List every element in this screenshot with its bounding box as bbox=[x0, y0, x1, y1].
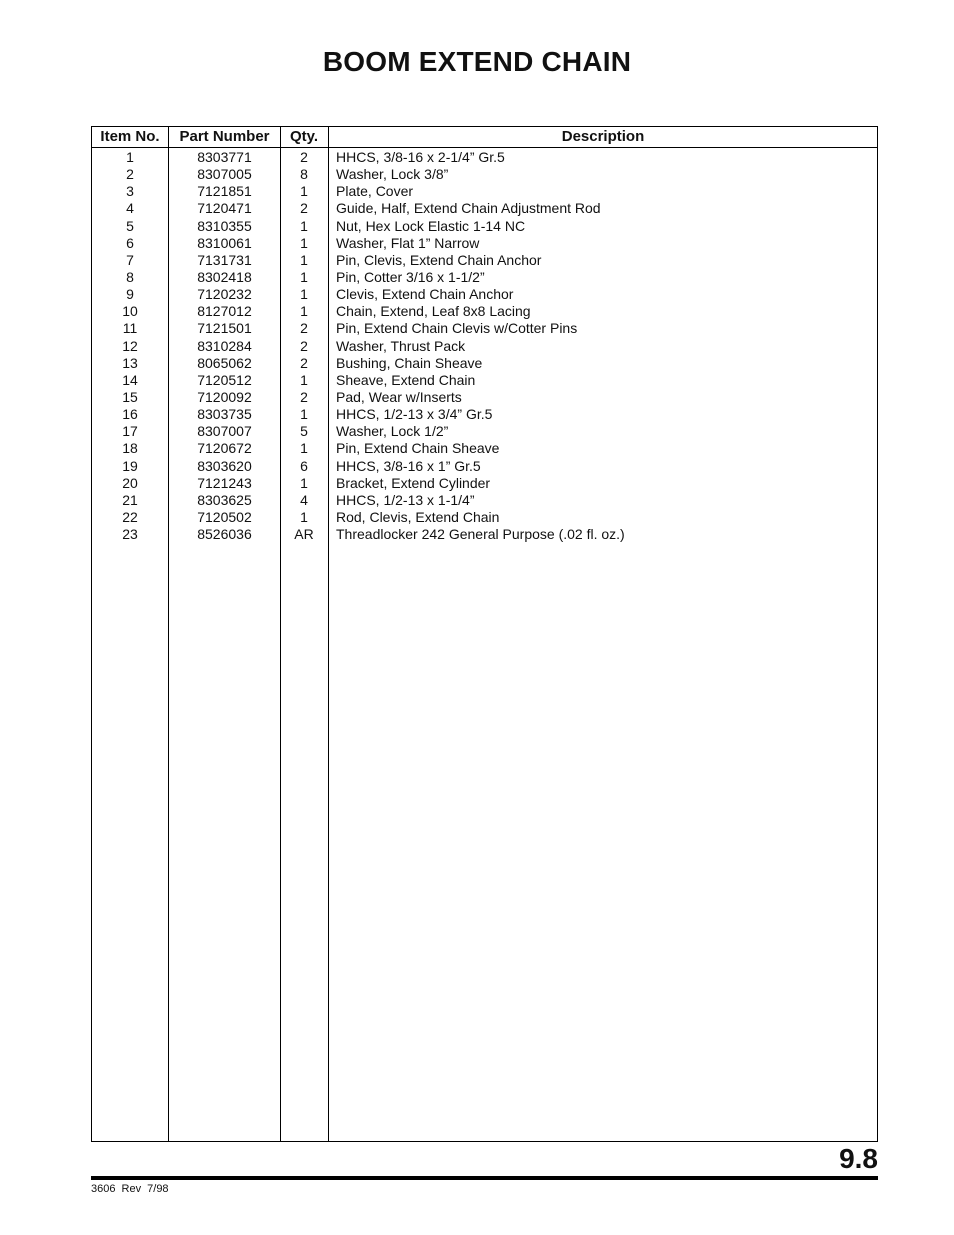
cell-description: Guide, Half, Extend Chain Adjustment Rod bbox=[336, 200, 601, 217]
cell-item-no: 19 bbox=[122, 457, 138, 474]
table-row bbox=[92, 475, 877, 492]
cell-part-number: 7121851 bbox=[197, 183, 252, 200]
cell-qty: 1 bbox=[300, 268, 308, 285]
table-row bbox=[92, 389, 877, 406]
cell-qty: 1 bbox=[300, 440, 308, 457]
cell-part-number: 8303735 bbox=[197, 406, 252, 423]
cell-item-no: 1 bbox=[126, 149, 134, 165]
header-item-no: Item No. bbox=[100, 128, 160, 145]
cell-part-number: 7120092 bbox=[197, 388, 252, 405]
table-row bbox=[92, 218, 877, 235]
cell-qty: 1 bbox=[300, 251, 308, 268]
cell-qty: 1 bbox=[300, 474, 308, 491]
cell-item-no: 23 bbox=[122, 526, 138, 543]
cell-item-no: 18 bbox=[122, 440, 138, 457]
cell-item-no: 14 bbox=[122, 371, 138, 388]
cell-description: Pad, Wear w/Inserts bbox=[336, 388, 462, 405]
cell-qty: 1 bbox=[300, 217, 308, 234]
table-row bbox=[92, 509, 877, 526]
cell-item-no: 5 bbox=[126, 217, 134, 234]
header-part-number: Part Number bbox=[179, 128, 270, 145]
cell-qty: AR bbox=[294, 526, 314, 543]
cell-qty: 8 bbox=[300, 166, 308, 183]
cell-part-number: 8307005 bbox=[197, 166, 252, 183]
cell-part-number: 7120232 bbox=[197, 286, 252, 303]
cell-part-number: 8065062 bbox=[197, 354, 252, 371]
page-title: BOOM EXTEND CHAIN bbox=[322, 46, 632, 77]
cell-qty: 2 bbox=[300, 320, 308, 337]
cell-description: Washer, Lock 1/2” bbox=[336, 423, 449, 440]
cell-item-no: 20 bbox=[122, 474, 138, 491]
cell-qty: 1 bbox=[300, 303, 308, 320]
table-row bbox=[92, 458, 877, 475]
cell-part-number: 8526036 bbox=[197, 526, 252, 543]
cell-description: Clevis, Extend Chain Anchor bbox=[336, 286, 514, 303]
cell-qty: 2 bbox=[300, 149, 308, 165]
cell-qty: 1 bbox=[300, 286, 308, 303]
table-row bbox=[92, 183, 877, 200]
cell-part-number: 8127012 bbox=[197, 303, 252, 320]
cell-part-number: 8307007 bbox=[197, 423, 252, 440]
cell-description: Bracket, Extend Cylinder bbox=[336, 474, 491, 491]
parts-table bbox=[91, 126, 878, 1142]
cell-description: HHCS, 1/2-13 x 1-1/4” bbox=[336, 491, 475, 508]
cell-item-no: 17 bbox=[122, 423, 138, 440]
header-description: Description bbox=[561, 128, 645, 145]
cell-item-no: 6 bbox=[126, 234, 134, 251]
cell-description: Nut, Hex Lock Elastic 1-14 NC bbox=[336, 217, 526, 234]
cell-qty: 1 bbox=[300, 183, 308, 200]
cell-qty: 2 bbox=[300, 200, 308, 217]
cell-item-no: 16 bbox=[122, 406, 138, 423]
cell-item-no: 10 bbox=[122, 303, 138, 320]
cell-part-number: 7120672 bbox=[197, 440, 252, 457]
cell-description: Bushing, Chain Sheave bbox=[336, 354, 483, 371]
header-qty: Qty. bbox=[289, 128, 319, 145]
cell-description: Washer, Thrust Pack bbox=[336, 337, 466, 354]
cell-item-no: 13 bbox=[122, 354, 138, 371]
cell-item-no: 4 bbox=[126, 200, 134, 217]
cell-part-number: 8310284 bbox=[197, 337, 252, 354]
cell-part-number: 8302418 bbox=[197, 268, 252, 285]
cell-item-no: 22 bbox=[122, 508, 138, 525]
footer-rule bbox=[91, 1176, 878, 1180]
cell-description: Pin, Clevis, Extend Chain Anchor bbox=[336, 251, 542, 268]
cell-description: HHCS, 3/8-16 x 1” Gr.5 bbox=[336, 457, 481, 474]
cell-description: Washer, Flat 1” Narrow bbox=[336, 234, 480, 251]
cell-part-number: 7121243 bbox=[197, 474, 252, 491]
page-number: 9.8 bbox=[839, 1143, 878, 1174]
table-row bbox=[92, 320, 877, 337]
cell-qty: 1 bbox=[300, 406, 308, 423]
cell-part-number: 8303620 bbox=[197, 457, 252, 474]
table-row bbox=[92, 235, 877, 252]
cell-description: Plate, Cover bbox=[336, 183, 414, 200]
table-row bbox=[92, 355, 877, 372]
table-row bbox=[92, 200, 877, 217]
cell-description: HHCS, 1/2-13 x 3/4” Gr.5 bbox=[336, 406, 493, 423]
table-header bbox=[92, 127, 877, 148]
cell-qty: 6 bbox=[300, 457, 308, 474]
table-row bbox=[92, 406, 877, 423]
cell-qty: 2 bbox=[300, 337, 308, 354]
cell-description: Pin, Extend Chain Clevis w/Cotter Pins bbox=[336, 320, 578, 337]
cell-description: HHCS, 3/8-16 x 2-1/4” Gr.5 bbox=[336, 149, 505, 165]
cell-qty: 1 bbox=[300, 508, 308, 525]
cell-part-number: 8303625 bbox=[197, 491, 252, 508]
cell-part-number: 8303771 bbox=[197, 149, 252, 165]
cell-part-number: 7131731 bbox=[197, 251, 252, 268]
cell-description: Pin, Extend Chain Sheave bbox=[336, 440, 500, 457]
cell-item-no: 3 bbox=[126, 183, 134, 200]
table-row bbox=[92, 372, 877, 389]
table-row bbox=[92, 440, 877, 457]
table-row bbox=[92, 286, 877, 303]
cell-description: Chain, Extend, Leaf 8x8 Lacing bbox=[336, 303, 531, 320]
cell-qty: 5 bbox=[300, 423, 308, 440]
cell-part-number: 7120512 bbox=[197, 371, 252, 388]
cell-item-no: 8 bbox=[126, 268, 134, 285]
cell-description: Sheave, Extend Chain bbox=[336, 371, 476, 388]
table-row bbox=[92, 338, 877, 355]
cell-part-number: 7120502 bbox=[197, 508, 252, 525]
cell-item-no: 11 bbox=[122, 320, 138, 337]
cell-part-number: 8310061 bbox=[197, 234, 252, 251]
table-body bbox=[92, 149, 877, 543]
cell-qty: 4 bbox=[300, 491, 308, 508]
cell-part-number: 7121501 bbox=[197, 320, 252, 337]
table-row bbox=[92, 166, 877, 183]
cell-item-no: 7 bbox=[126, 251, 134, 268]
table-row bbox=[92, 269, 877, 286]
cell-description: Rod, Clevis, Extend Chain bbox=[336, 508, 500, 525]
cell-item-no: 9 bbox=[126, 286, 134, 303]
cell-part-number: 8310355 bbox=[197, 217, 252, 234]
table-row bbox=[92, 303, 877, 320]
cell-description: Pin, Cotter 3/16 x 1-1/2” bbox=[336, 268, 485, 285]
footer-revision: 3606 Rev 7/98 bbox=[91, 1183, 169, 1195]
cell-description: Threadlocker 242 General Purpose (.02 fl. oz.) bbox=[336, 526, 625, 543]
cell-description: Washer, Lock 3/8” bbox=[336, 166, 449, 183]
cell-item-no: 21 bbox=[122, 491, 138, 508]
cell-part-number: 7120471 bbox=[197, 200, 252, 217]
cell-qty: 2 bbox=[300, 354, 308, 371]
table-row bbox=[92, 526, 877, 543]
table-row bbox=[92, 423, 877, 440]
table-row bbox=[92, 492, 877, 509]
cell-qty: 2 bbox=[300, 388, 308, 405]
cell-item-no: 2 bbox=[126, 166, 134, 183]
table-row bbox=[92, 149, 877, 166]
table-row bbox=[92, 252, 877, 269]
cell-item-no: 12 bbox=[122, 337, 138, 354]
cell-item-no: 15 bbox=[122, 388, 138, 405]
cell-qty: 1 bbox=[300, 234, 308, 251]
cell-qty: 1 bbox=[300, 371, 308, 388]
